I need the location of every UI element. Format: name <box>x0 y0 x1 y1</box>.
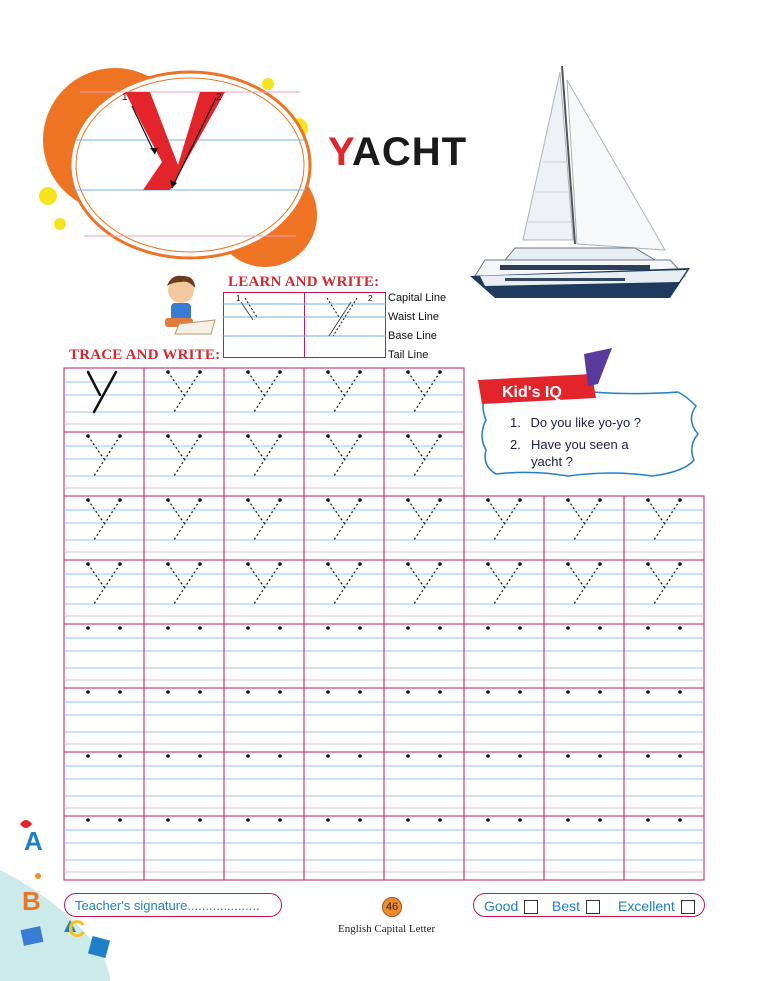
start-dot <box>358 690 362 694</box>
trace-row <box>64 368 464 432</box>
side-letter-b: B <box>22 886 41 916</box>
trace-letter <box>488 564 520 604</box>
start-dot <box>566 754 570 758</box>
start-dot <box>326 626 330 630</box>
book-title: English Capital Letter <box>338 923 436 935</box>
trace-letter <box>168 436 200 476</box>
start-dot <box>358 754 362 758</box>
rating-good[interactable] <box>484 898 538 914</box>
kids-iq-title: Kid's IQ <box>502 384 562 401</box>
start-dot <box>678 818 682 822</box>
trace-letter <box>248 436 280 476</box>
rating-good-checkbox[interactable] <box>524 900 538 914</box>
start-dot <box>246 626 250 630</box>
start-dot <box>518 690 522 694</box>
trace-and-write-header: TRACE AND WRITE: <box>69 347 221 363</box>
start-dot <box>278 818 282 822</box>
start-dot <box>486 690 490 694</box>
start-dot <box>326 754 330 758</box>
line-label-capital: Capital Line <box>388 292 447 304</box>
start-dot <box>166 690 170 694</box>
start-dot <box>118 626 122 630</box>
kids-iq-question-1-text: Do you like yo-yo ? <box>530 415 642 430</box>
teacher-signature-label: Teacher's signature.................... <box>75 898 260 913</box>
trace-letter <box>88 500 120 540</box>
trace-letter <box>568 500 600 540</box>
start-dot <box>278 690 282 694</box>
start-dot <box>438 754 442 758</box>
trace-letter <box>408 500 440 540</box>
trace-letter <box>168 564 200 604</box>
stroke-number-2: 2 <box>216 92 222 103</box>
trace-letter <box>328 564 360 604</box>
line-label-tail: Tail Line <box>388 349 429 361</box>
start-dot <box>598 690 602 694</box>
start-dot <box>518 626 522 630</box>
rating-excellent-label: Excellent <box>618 898 675 914</box>
start-dot <box>598 626 602 630</box>
start-dot <box>246 754 250 758</box>
start-dot <box>646 754 650 758</box>
start-dot <box>246 818 250 822</box>
start-dot <box>598 754 602 758</box>
start-dot <box>86 754 90 758</box>
trace-letter <box>168 372 200 412</box>
start-dot <box>86 690 90 694</box>
start-dot <box>326 818 330 822</box>
side-letter-a: A <box>24 826 43 856</box>
trace-letter <box>488 500 520 540</box>
trace-letter <box>88 436 120 476</box>
start-dot <box>198 818 202 822</box>
start-dot <box>598 818 602 822</box>
trace-letter <box>88 564 120 604</box>
start-dot <box>406 754 410 758</box>
start-dot <box>198 626 202 630</box>
trace-row <box>64 432 464 496</box>
start-dot <box>566 626 570 630</box>
start-dot <box>678 626 682 630</box>
kids-iq-question-2-num: 2. <box>510 437 521 452</box>
start-dot <box>518 754 522 758</box>
trace-letter <box>168 500 200 540</box>
start-dot <box>646 626 650 630</box>
start-dot <box>518 818 522 822</box>
learn-and-write-header: LEARN AND WRITE: <box>228 274 380 290</box>
word-rest: ACHT <box>352 130 468 174</box>
start-dot <box>678 690 682 694</box>
trace-letter <box>648 500 680 540</box>
start-dot <box>566 690 570 694</box>
start-dot <box>198 690 202 694</box>
start-dot <box>438 690 442 694</box>
trace-letter <box>248 372 280 412</box>
start-dot <box>326 690 330 694</box>
start-dot <box>438 818 442 822</box>
trace-letter <box>328 500 360 540</box>
line-label-base: Base Line <box>388 330 437 342</box>
start-dot <box>486 754 490 758</box>
start-dot <box>646 690 650 694</box>
stroke-number-1: 1 <box>122 92 128 103</box>
start-dot <box>486 818 490 822</box>
line-label-waist: Waist Line <box>388 311 439 323</box>
rating-best[interactable] <box>552 898 600 914</box>
start-dot <box>166 818 170 822</box>
rating-excellent[interactable] <box>618 898 695 914</box>
learn-stroke-number-1: 1 <box>236 294 241 303</box>
start-dot <box>358 626 362 630</box>
start-dot <box>438 626 442 630</box>
trace-letter <box>328 372 360 412</box>
rating-best-label: Best <box>552 898 581 914</box>
side-letter-c: C <box>68 916 86 943</box>
kids-iq-question-2-text: Have you seen a yacht ? <box>531 437 629 469</box>
trace-letter <box>408 436 440 476</box>
trace-letter <box>568 564 600 604</box>
rating-excellent-checkbox[interactable] <box>681 900 695 914</box>
trace-letter <box>328 436 360 476</box>
word-first-letter: Y <box>328 130 353 174</box>
trace-letter <box>248 500 280 540</box>
start-dot <box>406 690 410 694</box>
start-dot <box>166 626 170 630</box>
start-dot <box>198 754 202 758</box>
rating-good-label: Good <box>484 898 519 914</box>
start-dot <box>358 818 362 822</box>
start-dot <box>278 754 282 758</box>
abc-decoration <box>0 810 130 981</box>
kids-iq-question-1-num: 1. <box>510 415 521 430</box>
trace-letter <box>248 564 280 604</box>
start-dot <box>406 626 410 630</box>
start-dot <box>566 818 570 822</box>
trace-letter <box>408 564 440 604</box>
start-dot <box>86 626 90 630</box>
start-dot <box>646 818 650 822</box>
example-letter <box>88 372 116 412</box>
start-dot <box>166 754 170 758</box>
rating-pill <box>473 893 705 917</box>
start-dot <box>118 690 122 694</box>
learn-stroke-number-2: 2 <box>368 294 373 303</box>
rating-best-checkbox[interactable] <box>586 900 600 914</box>
start-dot <box>678 754 682 758</box>
start-dot <box>118 754 122 758</box>
trace-letter <box>408 372 440 412</box>
trace-letter <box>648 564 680 604</box>
start-dot <box>278 626 282 630</box>
page-number-badge: 46 <box>382 897 402 917</box>
start-dot <box>406 818 410 822</box>
start-dot <box>246 690 250 694</box>
start-dot <box>486 626 490 630</box>
